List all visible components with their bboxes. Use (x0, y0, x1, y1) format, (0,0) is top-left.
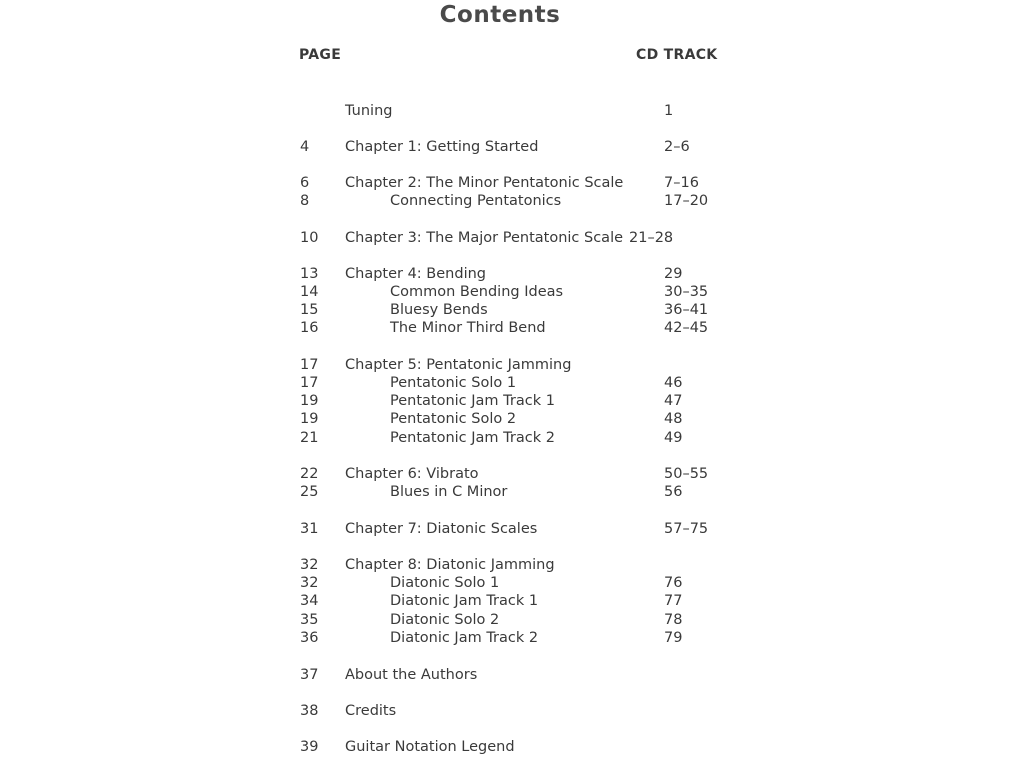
entry-track: 48 (664, 411, 683, 427)
entry-title: Common Bending Ideas (390, 284, 564, 300)
entry-page: 17 (300, 375, 319, 391)
toc-entry (0, 592, 1024, 610)
toc-entry (0, 738, 1024, 756)
entry-track: 49 (664, 430, 683, 446)
toc-entry (0, 301, 1024, 319)
entry-page: 37 (300, 667, 319, 683)
entry-track: 46 (664, 375, 683, 391)
entry-title: Chapter 2: The Minor Pentatonic Scale (345, 175, 624, 191)
entry-title: About the Authors (345, 667, 478, 683)
toc-entry (0, 283, 1024, 301)
toc-entry (0, 174, 1024, 192)
entry-track: 78 (664, 612, 683, 628)
entry-track: 56 (664, 484, 683, 500)
entry-track: 36–41 (664, 302, 709, 318)
toc-entry (0, 374, 1024, 392)
entry-page: 25 (300, 484, 319, 500)
entry-page: 19 (300, 393, 319, 409)
toc-entry (0, 702, 1024, 720)
entry-page: 35 (300, 612, 319, 628)
entry-title: Chapter 1: Getting Started (345, 139, 539, 155)
entry-track: 79 (664, 630, 683, 646)
entry-track: 7–16 (664, 175, 699, 191)
entry-title: Diatonic Jam Track 1 (390, 593, 539, 609)
toc-entry (0, 429, 1024, 447)
entry-page: 16 (300, 320, 319, 336)
entry-title: Pentatonic Solo 1 (390, 375, 517, 391)
entry-title: Diatonic Jam Track 2 (390, 630, 539, 646)
toc-entry (0, 520, 1024, 538)
toc-entry (0, 192, 1024, 210)
entry-title: Chapter 6: Vibrato (345, 466, 479, 482)
entry-page: 15 (300, 302, 319, 318)
entry-page: 31 (300, 521, 319, 537)
page-column-header: PAGE (299, 47, 342, 63)
entry-track: 47 (664, 393, 683, 409)
entry-title: Chapter 5: Pentatonic Jamming (345, 357, 572, 373)
entry-track: 30–35 (664, 284, 709, 300)
entry-page: 32 (300, 557, 319, 573)
entry-page: 8 (300, 193, 310, 209)
entry-track: 2–6 (664, 139, 690, 155)
entry-title: Pentatonic Jam Track 2 (390, 430, 555, 446)
entry-title: Chapter 8: Diatonic Jamming (345, 557, 555, 573)
entry-title: The Minor Third Bend (390, 320, 546, 336)
entry-title: Chapter 4: Bending (345, 266, 486, 282)
entry-track: 42–45 (664, 320, 709, 336)
entry-page: 34 (300, 593, 319, 609)
page-title: Contents (439, 2, 561, 28)
entry-page: 21 (300, 430, 319, 446)
entry-title: Pentatonic Solo 2 (390, 411, 517, 427)
toc-entry (0, 465, 1024, 483)
toc-entry (0, 265, 1024, 283)
entry-page: 32 (300, 575, 319, 591)
entry-title: Guitar Notation Legend (345, 739, 515, 755)
entry-track: 57–75 (664, 521, 709, 537)
toc-entry (0, 574, 1024, 592)
entry-title: Chapter 7: Diatonic Scales (345, 521, 538, 537)
toc-entry (0, 138, 1024, 156)
toc-entry (0, 629, 1024, 647)
entry-track: 77 (664, 593, 683, 609)
entry-title: Diatonic Solo 2 (390, 612, 500, 628)
toc-entry (0, 356, 1024, 374)
entry-track: 21–28 (629, 230, 674, 246)
entry-page: 17 (300, 357, 319, 373)
entry-page: 13 (300, 266, 319, 282)
entry-track: 29 (664, 266, 683, 282)
entry-title: Bluesy Bends (390, 302, 488, 318)
entry-title: Tuning (345, 103, 393, 119)
entry-title: Credits (345, 703, 397, 719)
entry-page: 39 (300, 739, 319, 755)
entry-page: 19 (300, 411, 319, 427)
entry-track: 50–55 (664, 466, 709, 482)
entry-title: Chapter 3: The Major Pentatonic Scale (345, 230, 624, 246)
entry-title: Connecting Pentatonics (390, 193, 562, 209)
toc-entry (0, 102, 1024, 120)
entry-page: 22 (300, 466, 319, 482)
entry-track: 76 (664, 575, 683, 591)
toc-entry (0, 611, 1024, 629)
toc-entry (0, 483, 1024, 501)
entry-title: Blues in C Minor (390, 484, 508, 500)
toc-entry (0, 392, 1024, 410)
toc-entry (0, 319, 1024, 337)
entry-page: 36 (300, 630, 319, 646)
entry-title: Pentatonic Jam Track 1 (390, 393, 555, 409)
toc-entry (0, 410, 1024, 428)
entry-page: 4 (300, 139, 310, 155)
entry-page: 6 (300, 175, 310, 191)
toc-entry (0, 556, 1024, 574)
entry-track: 17–20 (664, 193, 709, 209)
entry-page: 38 (300, 703, 319, 719)
entry-track: 1 (664, 103, 674, 119)
entry-title: Diatonic Solo 1 (390, 575, 500, 591)
toc-entry (0, 229, 1024, 247)
cd-track-column-header: CD TRACK (636, 47, 718, 63)
entry-page: 10 (300, 230, 319, 246)
toc-entry (0, 666, 1024, 684)
entry-page: 14 (300, 284, 319, 300)
